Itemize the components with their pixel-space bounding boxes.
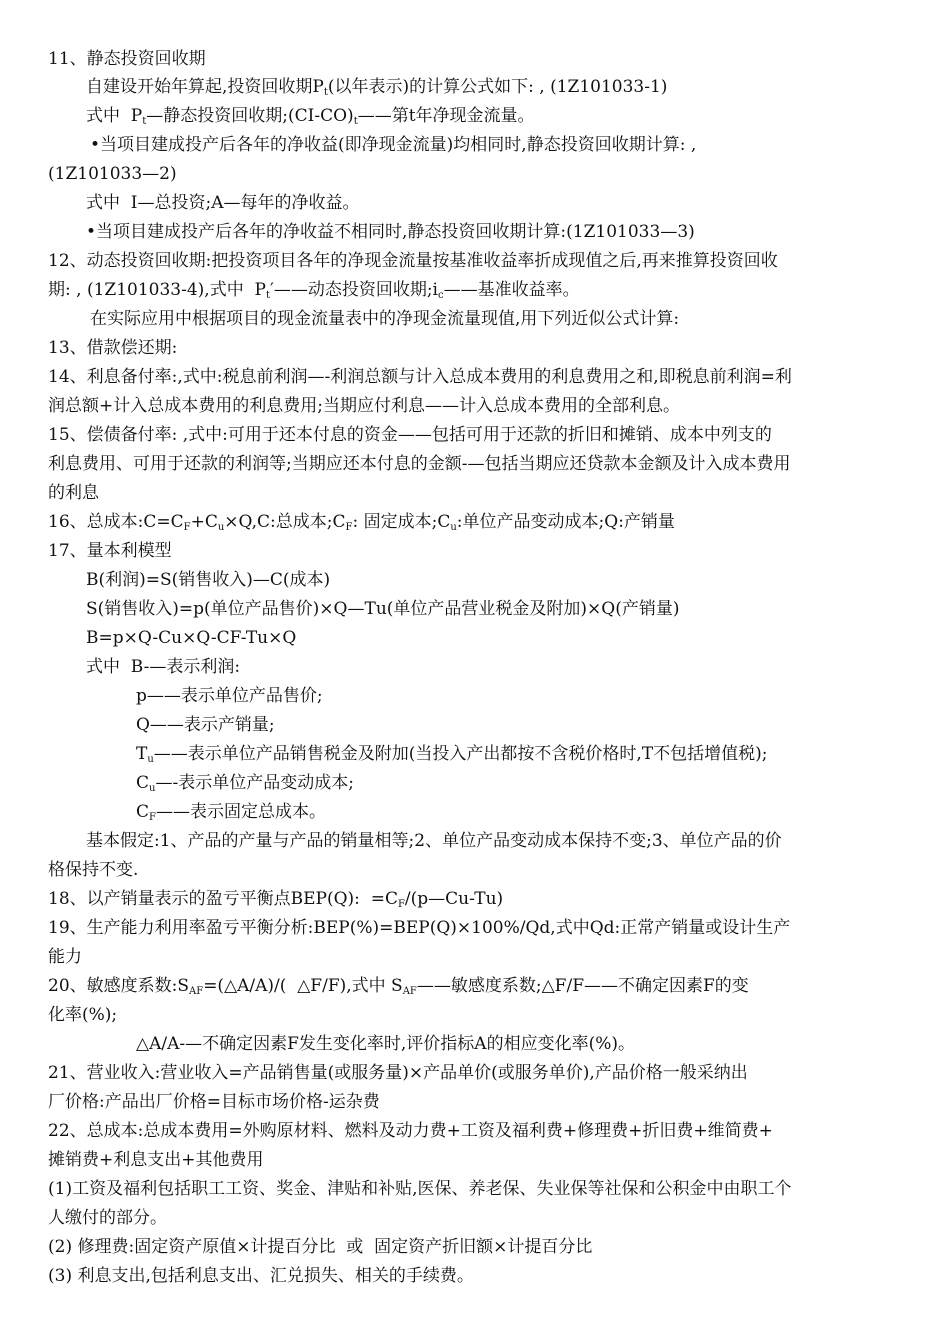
definition-line (136, 769, 354, 797)
text-line (90, 305, 679, 333)
bullet-line (86, 218, 695, 246)
text-segment: 摊销费+利息支出+其他费用 (48, 1150, 264, 1170)
text-segment: 式中 P (86, 106, 143, 126)
text-segment: :单位产品变动成本;Q:产销量 (456, 512, 675, 532)
text-line (48, 479, 99, 507)
text-line (86, 102, 535, 130)
text-segment: 16、总成本:C=C (48, 512, 184, 532)
subscript: F (149, 812, 156, 823)
text-segment: ——基准收益率。 (443, 280, 580, 300)
text-segment: 17、量本利模型 (48, 541, 172, 561)
text-line (48, 160, 177, 188)
text-segment: •当项目建成投产后各年的净收益不相同时,静态投资回收期计算:(1Z101033—3) (86, 222, 695, 242)
text-line (48, 1204, 167, 1232)
subscript: u (147, 754, 154, 765)
text-line (86, 653, 240, 681)
text-segment: 12、动态投资回收期:把投资项目各年的净现金流量按基准收益率折成现值之后,再来推算投资回收 (48, 251, 778, 271)
text-segment: (1)工资及福利包括职工工资、奖金、津贴和补贴,医保、养老保、失业保等社保和公积金中由职工个 (48, 1179, 792, 1199)
subscript: u (450, 522, 457, 533)
text-segment: 14、利息备付率:,式中:税息前利润—-利润总额与计入总成本费用的利息费用之和,即税息前利润=利 (48, 367, 792, 387)
text-segment: 化率(%); (48, 1005, 118, 1025)
text-segment: (2) 修理费:固定资产原值×计提百分比 或 固定资产折旧额×计提百分比 (48, 1237, 593, 1257)
text-segment: 润总额+计入总成本费用的利息费用;当期应付利息——计入总成本费用的全部利息。 (48, 396, 680, 416)
heading-13 (48, 334, 177, 362)
list-item (48, 1233, 592, 1261)
text-segment: 自建设开始年算起,投资回收期P (86, 77, 324, 97)
heading-17 (48, 537, 172, 565)
text-line (48, 1146, 264, 1174)
bullet-line (90, 131, 696, 159)
definition-line (136, 798, 326, 826)
subscript: F (397, 899, 405, 910)
subscript: F (345, 522, 353, 533)
text-segment: 18、以产销量表示的盈亏平衡点BEP(Q): =C (48, 889, 398, 909)
text-segment: B=p×Q-Cu×Q-CF-Tu×Q (86, 628, 297, 648)
formula-line (86, 566, 330, 594)
text-line (86, 189, 360, 217)
text-line (86, 73, 667, 101)
text-segment: B(利润)=S(销售收入)—C(成本) (86, 570, 331, 590)
subscript: AF (189, 986, 204, 997)
formula-line (86, 624, 296, 652)
subscript: t (353, 116, 358, 127)
text-segment: 在实际应用中根据项目的现金流量表中的净现金流量现值,用下列近似公式计算: (90, 309, 680, 329)
list-item (48, 1175, 791, 1203)
text-segment: 式中 B-—表示利润: (86, 657, 241, 677)
text-segment: : 固定成本;C (352, 512, 451, 532)
subscript: c (438, 290, 444, 301)
text-line (86, 827, 782, 855)
heading-20 (48, 972, 749, 1000)
text-segment: S(销售收入)=p(单位产品售价)×Q—Tu(单位产品营业税金及附加)×Q(产销量) (86, 599, 680, 619)
text-line (48, 450, 790, 478)
text-segment: 能力 (48, 947, 82, 967)
text-line (48, 276, 580, 304)
text-segment: •当项目建成投产后各年的净收益(即净现金流量)均相同时,静态投资回收期计算: , (90, 135, 697, 155)
text-segment: 15、偿债备付率: ,式中:可用于还本付息的资金——包括可用于还款的折旧和摊销、成本中列支的 (48, 425, 772, 445)
text-segment: +C (190, 512, 218, 532)
text-segment: 21、营业收入:营业收入=产品销售量(或服务量)×产品单价(或服务单价),产品价格一般采纳出 (48, 1063, 748, 1083)
text-segment: 人缴付的部分。 (48, 1208, 167, 1228)
definition-line (136, 740, 768, 768)
subscript: u (217, 522, 225, 533)
text-segment: T (136, 744, 148, 764)
definition-line (136, 1030, 635, 1058)
text-segment: 19、生产能力利用率盈亏平衡分析:BEP(%)=BEP(Q)×100%/Qd,式中Qd:正常产销量或设计生产 (48, 918, 791, 938)
text-segment: ——表示固定总成本。 (155, 802, 326, 822)
heading-12 (48, 247, 778, 275)
formula-line (86, 595, 679, 623)
text-segment: p——表示单位产品售价; (136, 686, 323, 706)
heading-11 (48, 45, 206, 73)
text-segment: 22、总成本:总成本费用=外购原材料、燃料及动力费+工资及福利费+修理费+折旧费+维简费+ (48, 1121, 773, 1141)
definition-line (136, 711, 275, 739)
text-segment: —静态投资回收期;(CI-CO) (146, 106, 354, 126)
text-segment: 利息费用、可用于还款的利润等;当期应还本付息的金额-—包括当期应还贷款本金额及计入成本费用 (48, 454, 791, 474)
text-line (48, 856, 138, 884)
heading-16 (48, 508, 675, 536)
text-segment: ——敏感度系数;△F/F——不确定因素F的变 (416, 976, 749, 996)
text-segment: (3) 利息支出,包括利息支出、汇兑损失、相关的手续费。 (48, 1266, 474, 1286)
text-segment: 13、借款偿还期: (48, 338, 178, 358)
text-segment: —-表示单位产品变动成本; (155, 773, 354, 793)
text-segment: =(△A/A)/( △F/F),式中 S (203, 976, 403, 996)
text-line (48, 943, 82, 971)
text-segment: 11、静态投资回收期 (48, 49, 206, 69)
text-segment: ——表示单位产品销售税金及附加(当投入产出都按不含税价格时,T不包括增值税); (153, 744, 768, 764)
text-segment: 的利息 (48, 483, 99, 503)
text-segment: C (136, 802, 150, 822)
text-segment: △A/A-—不确定因素F发生变化率时,评价指标A的相应变化率(%)。 (136, 1034, 635, 1054)
text-segment: 式中 I—总投资;A—每年的净收益。 (86, 193, 360, 213)
heading-22 (48, 1117, 773, 1145)
subscript: AF (402, 986, 417, 997)
text-segment: ′——动态投资回收期;i (269, 280, 438, 300)
heading-18 (48, 885, 503, 913)
heading-19 (48, 914, 790, 942)
text-segment: ×Q,C:总成本;C (224, 512, 346, 532)
text-segment: 基本假定:1、产品的产量与产品的销量相等;2、单位产品变动成本保持不变;3、单位产品的价 (86, 831, 782, 851)
subscript: t (265, 290, 270, 301)
text-segment: 期: , (1Z101033-4),式中 P (48, 280, 266, 300)
heading-15 (48, 421, 772, 449)
definition-line (136, 682, 323, 710)
subscript: t (323, 87, 328, 98)
heading-21 (48, 1059, 748, 1087)
text-segment: C (136, 773, 150, 793)
text-line (48, 1088, 380, 1116)
text-segment: 格保持不变. (48, 860, 139, 880)
text-segment: /(p—Cu-Tu) (404, 889, 504, 909)
text-segment: (1Z101033—2) (48, 164, 177, 184)
text-segment: 20、敏感度系数:S (48, 976, 190, 996)
heading-14 (48, 363, 792, 391)
text-line (48, 1001, 117, 1029)
list-item (48, 1262, 474, 1290)
subscript: u (149, 783, 156, 794)
text-segment: Q——表示产销量; (136, 715, 275, 735)
text-line (48, 392, 680, 420)
text-segment: (以年表示)的计算公式如下: , (1Z101033-1) (327, 77, 668, 97)
subscript: t (142, 116, 147, 127)
text-segment: 厂价格:产品出厂价格=目标市场价格-运杂费 (48, 1092, 380, 1112)
subscript: F (183, 522, 191, 533)
text-segment: ——第t年净现金流量。 (357, 106, 535, 126)
